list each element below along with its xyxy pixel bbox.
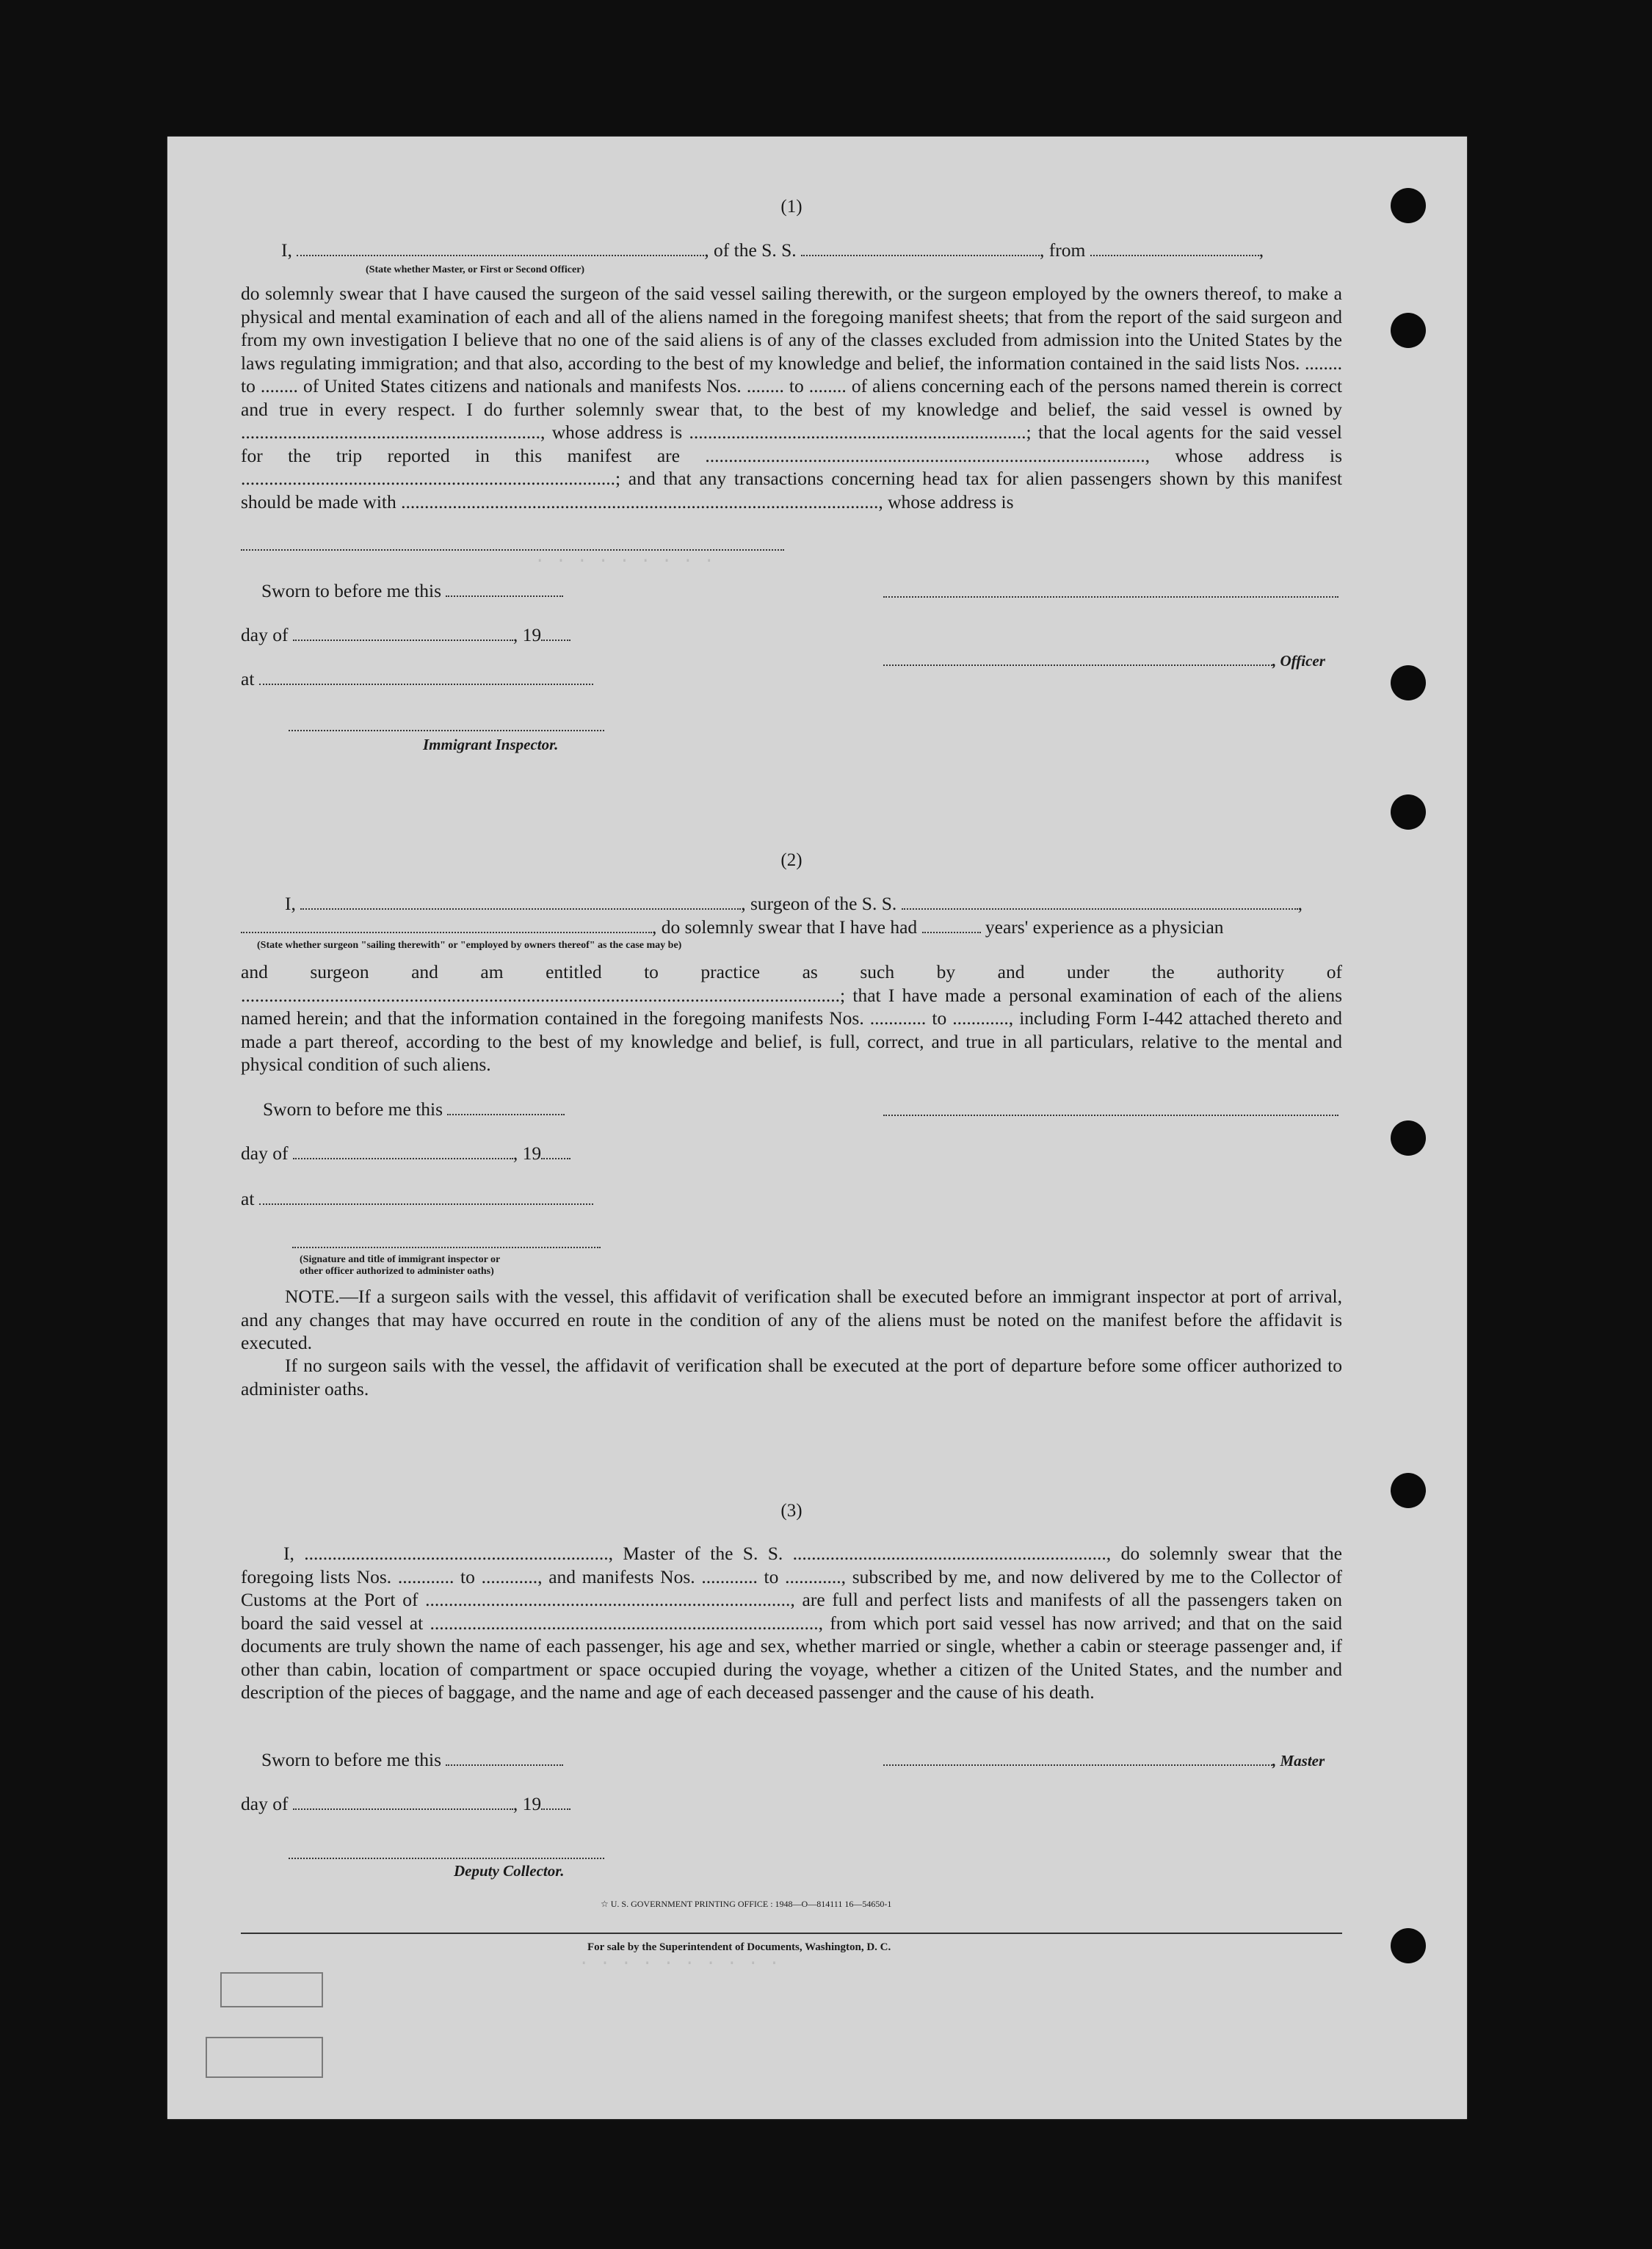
s2-sig-note-2: other officer authorized to administer oaths) — [300, 1266, 494, 1277]
printing-office-line: ☆ U. S. GOVERNMENT PRINTING OFFICE : 1948—O—814111 16—54650-1 — [601, 1899, 892, 1909]
s1-sworn-line: Sworn to before me this — [261, 580, 563, 602]
s2-note-2: If no surgeon sails with the vessel, the affidavit of verification shall be executed at the port of departure before some officer authorized to administer oaths. — [241, 1355, 1342, 1399]
sale-line: For sale by the Superintendent of Documents, Washington, D. C. — [587, 1941, 891, 1953]
s2-at-line: at — [241, 1188, 593, 1210]
s1-oath-text: do solemnly swear that I have caused the surgeon of the said vessel sailing therewith, or the surgeon employed by the owners thereof, to make a physical and mental examination of each and all of the aliens named in the foregoing manifest sheets; that from the report of the said surgeon and from my own investigation I believe that no one of the said aliens is of any of the classes excluded from admission into the United States by the laws regulating immigration; and that also, according to the best of my knowledge and belief, the information contained in the said lists Nos. ........ to ........ of United States citizens and nationals and manifests Nos. ........ to ........ of aliens concerning each of the persons named therein is correct and true in every respect. I do further solemnly swear that, to the best of my knowledge and belief, the said vessel is owned by ................................................................, whose address is ........................................................................; that the local agents for the said vessel for the trip reported in this manifest are .............................................................................................., whose address is ................................................................................; and that any transactions concerning head tax for alien passengers shown by this manifest should be made with ......................................................................................................, whose address is — [241, 283, 1342, 513]
s3-day-line: day of , 19 — [241, 1793, 570, 1815]
form-page — [167, 137, 1467, 2119]
s3-sworn-line: Sworn to before me this — [261, 1749, 563, 1771]
s1-officer-line: , Officer — [883, 649, 1325, 671]
punch-hole — [1391, 794, 1426, 830]
s2-note-1: NOTE.—If a surgeon sails with the vessel, this affidavit of verification shall be executed before an immigrant inspector at port of arrival, and any changes that may have occurred en route in the condition of any of the aliens must be noted on the manifest before the affidavit is executed. — [241, 1286, 1342, 1353]
s2-signature-line — [883, 1115, 1338, 1116]
footer-rule — [241, 1933, 1342, 1934]
show-through-text: . . . . . . . . . . — [579, 1950, 780, 1970]
s1-first-line: I, , of the S. S. , from , — [281, 239, 1264, 261]
punch-hole — [1391, 313, 1426, 348]
s1-at-line: at — [241, 668, 593, 690]
s3-oath-text: I, ................................................................., Master of the S. S. ..................................................................., do solemnly swear that the foregoing lists Nos. ............ to ............, and manifests Nos. ............ to ............, subscribed by me, and now delivered by me to the Collector of Customs at the Port of .............................................................................., are full and perfect lists and manifests of all the passengers taken on board the said vessel at ..................................................................................., from which port said vessel has now arrived; and that on the said documents are truly shown the name of each passenger, his age and sex, whether married or single, whether a cabin or steerage passenger and, if other than cabin, location of compartment or space occupied during the voyage, whether a citizen of the United States, and the number and description of the pieces of baggage, and the name and age of each deceased passenger and the cause of his death. — [241, 1543, 1342, 1703]
s2-sworn-line: Sworn to before me this — [263, 1098, 565, 1120]
section-2-number: (2) — [780, 850, 803, 870]
s1-inspector-label: Immigrant Inspector. — [423, 736, 559, 753]
s1-state-note: (State whether Master, or First or Second Officer) — [366, 264, 585, 275]
s3-collector-label: Deputy Collector. — [454, 1862, 565, 1880]
faint-stamp-mark — [206, 2037, 323, 2078]
s2-second-line: , do solemnly swear that I have had years' experience as a physician — [241, 916, 1224, 938]
s2-day-line: day of , 19 — [241, 1142, 570, 1165]
s3-master-line: , Master — [883, 1749, 1325, 1771]
section-1-number: (1) — [780, 197, 803, 217]
punch-hole — [1391, 1473, 1426, 1508]
section-3-number: (3) — [780, 1501, 803, 1521]
s2-sig-note-1: (Signature and title of immigrant inspector or — [300, 1254, 501, 1265]
s1-day-line: day of , 19 — [241, 624, 570, 646]
s1-address-line — [241, 549, 784, 551]
punch-hole — [1391, 1120, 1426, 1156]
s3-collector-signature-line — [289, 1858, 604, 1859]
punch-hole — [1391, 1928, 1426, 1963]
s2-oath-text: and surgeon and am entitled to practice as such by and under the authority of ................................................................................................................................; that I have made a personal examination of each of the aliens named herein; and that the information contained in the foregoing manifests Nos. ............ to ............, including Form I-442 attached thereto and made a part thereof, according to the best of my knowledge and belief, is full, correct, and true in all particulars, relative to the mental and physical condition of such aliens. — [241, 961, 1342, 1075]
s2-state-note: (State whether surgeon "sailing therewith" or "employed by owners thereof" as the case may be) — [257, 940, 682, 951]
punch-hole — [1391, 188, 1426, 223]
faint-stamp-mark — [220, 1972, 323, 2007]
s2-first-line: I, , surgeon of the S. S. , — [285, 893, 1303, 914]
s1-inspector-signature-line — [289, 730, 604, 731]
show-through-text: . . . . . . . . . — [535, 548, 714, 568]
punch-hole — [1391, 665, 1426, 700]
s1-officer-top-line — [883, 596, 1338, 598]
s2-inspector-signature-line — [292, 1247, 601, 1248]
